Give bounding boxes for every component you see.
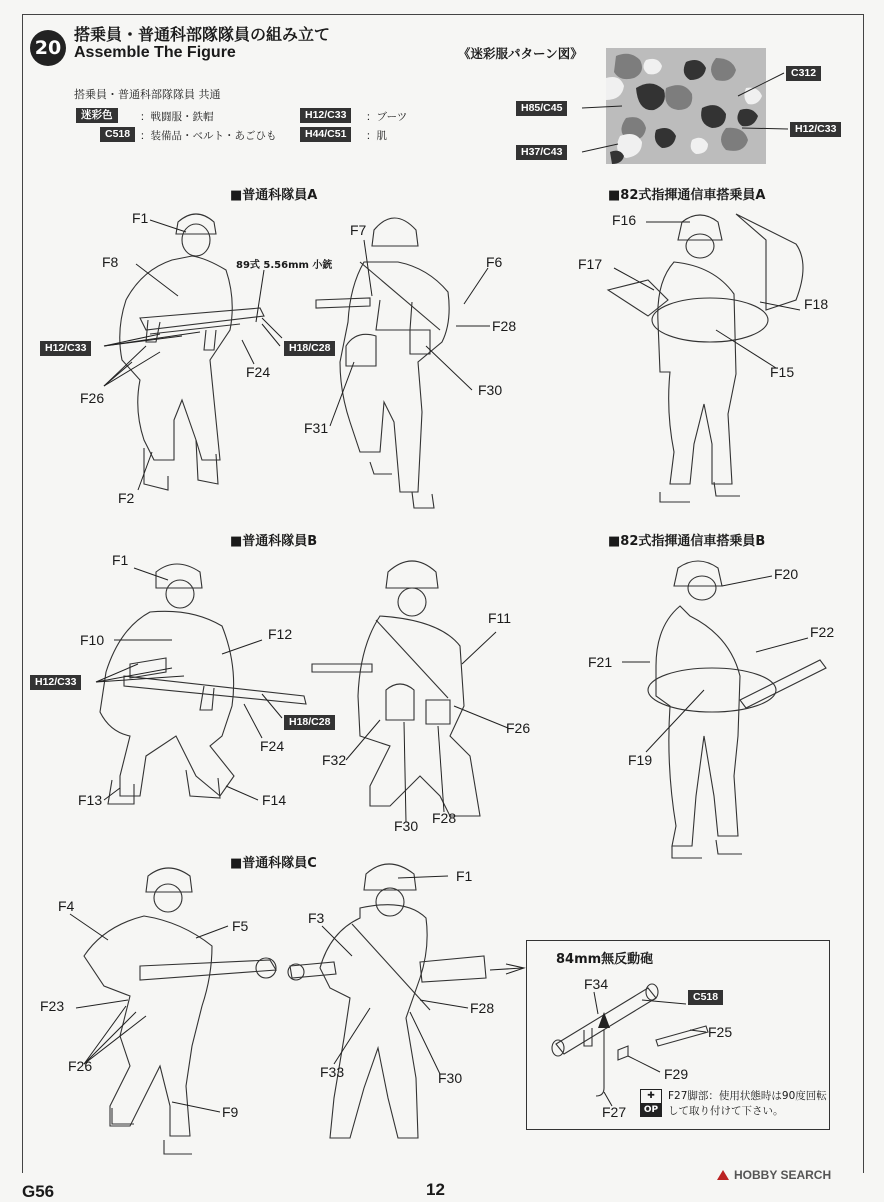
section-title-inf-c: ■普通科隊員C — [230, 856, 317, 871]
inf-a-badge-h18: H18/C28 — [284, 341, 335, 356]
part-label: F26 — [68, 1058, 93, 1074]
recoilless-rifle-title: 84mm無反動砲 — [556, 952, 654, 967]
step-number: 20 — [34, 37, 62, 59]
part-label: F14 — [262, 792, 287, 808]
section-title-inf-a: ■普通科隊員A — [230, 188, 318, 203]
rifle-note: 89式 5.56mm 小銃 — [236, 260, 333, 271]
camo-label-h12: H12/C33 — [790, 122, 841, 137]
figure-inf-c-back — [288, 864, 486, 1138]
part-label: F31 — [304, 420, 329, 436]
option-part-note: F27脚部：使用状態時は90度回転して取り付けて下さい。 — [668, 1090, 827, 1117]
color-code-c518: C518 — [100, 127, 135, 142]
part-label: F11 — [488, 610, 512, 626]
camo-label-c312: C312 — [786, 66, 821, 81]
figure-inf-b-front — [100, 564, 306, 804]
part-label: F1 — [132, 210, 149, 226]
footer-code: G56 — [22, 1182, 55, 1201]
color-code-camo: 迷彩色 — [76, 108, 118, 123]
option-icon-label: OP — [640, 1104, 662, 1117]
option-part-icon — [640, 1089, 662, 1117]
section-title-crew-a: ■82式指揮通信車搭乗員A — [608, 188, 766, 203]
part-label: F12 — [268, 626, 293, 642]
figure-inf-a-back — [316, 218, 449, 508]
step-title-jp: 搭乗員・普通科部隊隊員の組み立て — [74, 25, 331, 44]
section-title-crew-b: ■82式指揮通信車搭乗員B — [608, 534, 766, 549]
part-label: F16 — [612, 212, 637, 228]
part-label: F1 — [112, 552, 129, 568]
part-label: F24 — [260, 738, 285, 754]
part-label: F18 — [804, 296, 829, 312]
part-label: F30 — [438, 1070, 463, 1086]
color-desc-h12: ：ブーツ — [366, 111, 408, 123]
part-label: F29 — [664, 1066, 689, 1082]
figure-crew-b — [648, 561, 826, 858]
part-label: F10 — [80, 632, 105, 648]
color-desc-c518: ：装備品・ベルト・あごひも — [140, 130, 277, 142]
camo-label-h85: H85/C45 — [516, 101, 567, 116]
watermark-text: HOBBY SEARCH — [734, 1168, 832, 1182]
part-label: F26 — [506, 720, 531, 736]
recoilless-badge-c518: C518 — [688, 990, 723, 1005]
part-label: F9 — [222, 1104, 239, 1120]
inf-b-badge-h18: H18/C28 — [284, 715, 335, 730]
figure-crew-a — [608, 214, 803, 502]
part-label: F30 — [394, 818, 419, 834]
part-label: F34 — [584, 976, 609, 992]
part-label: F25 — [708, 1024, 733, 1040]
part-label: F21 — [588, 654, 613, 670]
part-label: F1 — [456, 868, 473, 884]
part-label: F13 — [78, 792, 103, 808]
step-title-en: Assemble The Figure — [74, 44, 236, 61]
color-desc-h44: ：肌 — [366, 130, 387, 142]
inf-a-badge-h12: H12/C33 — [40, 341, 91, 356]
part-label: F4 — [58, 898, 75, 914]
part-label: F22 — [810, 624, 835, 640]
part-label: F20 — [774, 566, 799, 582]
color-desc-camo: ：戦闘服・鉄帽 — [140, 111, 214, 123]
part-label: F27 — [602, 1104, 627, 1120]
part-label: F17 — [578, 256, 603, 272]
common-color-label: 搭乗員・普通科部隊隊員 共通 — [74, 88, 221, 101]
camo-label-h37: H37/C43 — [516, 145, 567, 160]
color-code-h44: H44/C51 — [300, 127, 351, 142]
part-label: F26 — [80, 390, 105, 406]
figure-inf-c-front — [84, 868, 276, 1154]
part-label: F24 — [246, 364, 271, 380]
part-label: F8 — [102, 254, 119, 270]
section-title-inf-b: ■普通科隊員B — [230, 534, 318, 549]
part-label: F7 — [350, 222, 367, 238]
part-label: F2 — [118, 490, 135, 506]
part-label: F28 — [492, 318, 517, 334]
figure-inf-b-back — [312, 561, 480, 816]
part-label: F3 — [308, 910, 325, 926]
part-label: F23 — [40, 998, 65, 1014]
part-label: F6 — [486, 254, 503, 270]
part-label: F28 — [432, 810, 457, 826]
part-label: F28 — [470, 1000, 495, 1016]
part-label: F19 — [628, 752, 653, 768]
part-label: F15 — [770, 364, 795, 380]
part-label: F5 — [232, 918, 249, 934]
watermark — [716, 1168, 831, 1182]
option-icon-top: ✚ — [640, 1089, 662, 1104]
camo-pattern-title: 《迷彩服パターン図》 — [458, 46, 583, 61]
inf-b-badge-h12: H12/C33 — [30, 675, 81, 690]
part-label: F33 — [320, 1064, 345, 1080]
part-label: F32 — [322, 752, 347, 768]
part-label: F30 — [478, 382, 503, 398]
watermark-logo-icon — [716, 1169, 730, 1181]
color-code-h12: H12/C33 — [300, 108, 351, 123]
page-number: 12 — [426, 1180, 445, 1199]
